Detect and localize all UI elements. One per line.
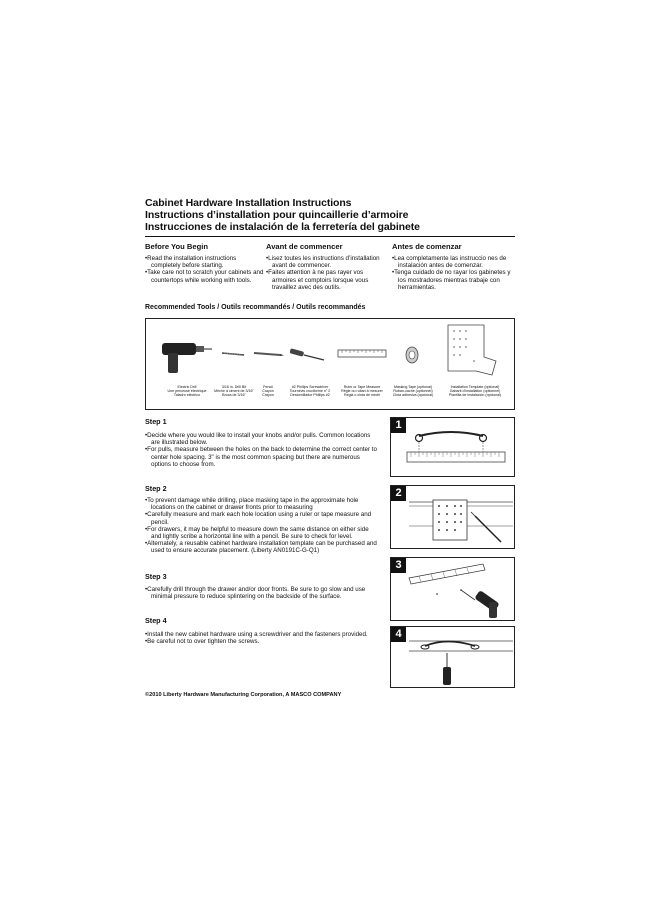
tape-roll-icon [406, 347, 418, 363]
drill-bit-icon [222, 353, 244, 355]
title-spanish: Instrucciones de instalación de la ferretería del gabinete [145, 221, 420, 233]
tool-caption-pencil: Pencil Crayon Crayon [262, 385, 274, 398]
template-icon [448, 325, 496, 375]
step-4-body [145, 631, 377, 645]
list-item: • Read the installation instructions completely before starting. [145, 255, 265, 269]
step-1-number: 1 [391, 418, 406, 433]
step-4-heading: Step 4 [145, 616, 167, 625]
list-item: • Install the new cabinet hardware using a screwdriver and the fasteners provided. [145, 631, 377, 638]
list-item: • To prevent damage while drilling, place masking tape in the approximate hole locations on the cabinet or drawer fronts prior to measuring [145, 497, 377, 511]
list-item: • Be careful not to over tighten the screws. [145, 638, 377, 645]
list-item: • Lisez toutes les instructions d’installation avant de commencer. [266, 255, 386, 269]
list-item: • Tenga cuidado de no rayar los gabinetes y los mostradores mientras trabaje con herramientas. [392, 269, 512, 291]
template-on-cabinet-drawing [391, 486, 514, 548]
tools-panel [145, 318, 515, 410]
step-2-illustration [390, 485, 515, 549]
list-item: • For drawers, it may be helpful to measure down the same distance on either side and lightly scribe a horizontal line with a pencil. Be sure to check for level. [145, 526, 377, 540]
step-3-body [145, 586, 377, 600]
column-body-french [266, 255, 386, 291]
column-body-spanish [392, 255, 512, 291]
title-rule [145, 236, 515, 237]
step-2-number: 2 [391, 486, 406, 501]
pull-on-ruler-drawing [391, 418, 514, 476]
step-4-number: 4 [391, 627, 406, 642]
step-1-body [145, 432, 377, 468]
list-item: • Decide where you would like to install your knobs and/or pulls. Common locations are illustrated below. [145, 432, 377, 446]
tool-caption-template: Installation Template (optional) Gabarit d’installation (optionnel) Plantilla de instalación (opcional) [448, 385, 502, 398]
list-item: • Carefully measure and mark each hole location using a ruler or tape measure and pencil. [145, 511, 377, 525]
list-item: • Faites attention à ne pas rayer vos armoires et comptoirs lorsque vous travaillez avec des outils. [266, 269, 386, 291]
step-3-number: 3 [391, 558, 406, 573]
tool-caption-ruler: Ruler or Tape Measure Règle ou ruban à mesurer Regla o cinta de medir [341, 385, 383, 398]
drilling-drawing [391, 558, 514, 620]
list-item: • Alternately, a reusable cabinet hardware installation template can be purchased and used to ensure accurate placement. (Liberty AN0191C-G-Q1) [145, 540, 377, 554]
tool-caption-tape: Masking Tape (optional) Ruban-cache (optionnel) Cinta adhesiva (opcional) [392, 385, 434, 398]
tool-caption-screwdriver: #2 Phillips Screwdriver Tournevis cruciforme n° 2 Destornillador Phillips #2 [289, 385, 331, 398]
list-item: • Carefully drill through the drawer and/or door fronts. Be sure to go slow and use minimal pressure to reduce splintering on the backside of the surface. [145, 586, 377, 600]
step-2-heading: Step 2 [145, 484, 167, 493]
column-heading-french: Avant de commencer [266, 242, 343, 251]
ruler-icon [338, 350, 386, 357]
tool-caption-drill-bit: 3/16 in. Drill Bit Mèche à ciment de 3/16" Broca de 3/16" [214, 385, 254, 398]
step-1-illustration [390, 417, 515, 477]
title-french: Instructions d’installation pour quincaillerie d’armoire [145, 209, 409, 221]
step-3-heading: Step 3 [145, 572, 167, 581]
step-1-heading: Step 1 [145, 417, 167, 426]
pencil-icon [254, 353, 284, 356]
column-heading-english: Before You Begin [145, 242, 209, 251]
tools-illustrations [146, 319, 514, 381]
screwdriver-icon [289, 348, 324, 360]
copyright-footer: ©2010 Liberty Hardware Manufacturing Corporation, A MASCO COMPANY [145, 692, 342, 698]
column-body-english [145, 255, 265, 284]
step-3-illustration [390, 557, 515, 621]
screwdriver-install-drawing [391, 627, 514, 687]
column-heading-spanish: Antes de comenzar [392, 242, 462, 251]
drill-icon [162, 343, 212, 373]
list-item: • For pulls, measure between the holes on the back to determine the correct center to center hole spacing. 3" is the most common spacing but there are numerous options to choose from. [145, 446, 377, 468]
tool-caption-drill: Electric Drill Une perceuse électrique Taladro eléctrico [167, 385, 207, 398]
step-4-illustration [390, 626, 515, 688]
title-english: Cabinet Hardware Installation Instructions [145, 197, 352, 209]
list-item: • Take care not to scratch your cabinets and countertops while working with tools. [145, 269, 265, 283]
step-2-body [145, 497, 377, 555]
tools-heading: Recommended Tools / Outils recommandés / Outils recommandés [145, 304, 366, 311]
list-item: • Lea completamente las instruccio nes de instalación antes de comenzar. [392, 255, 512, 269]
